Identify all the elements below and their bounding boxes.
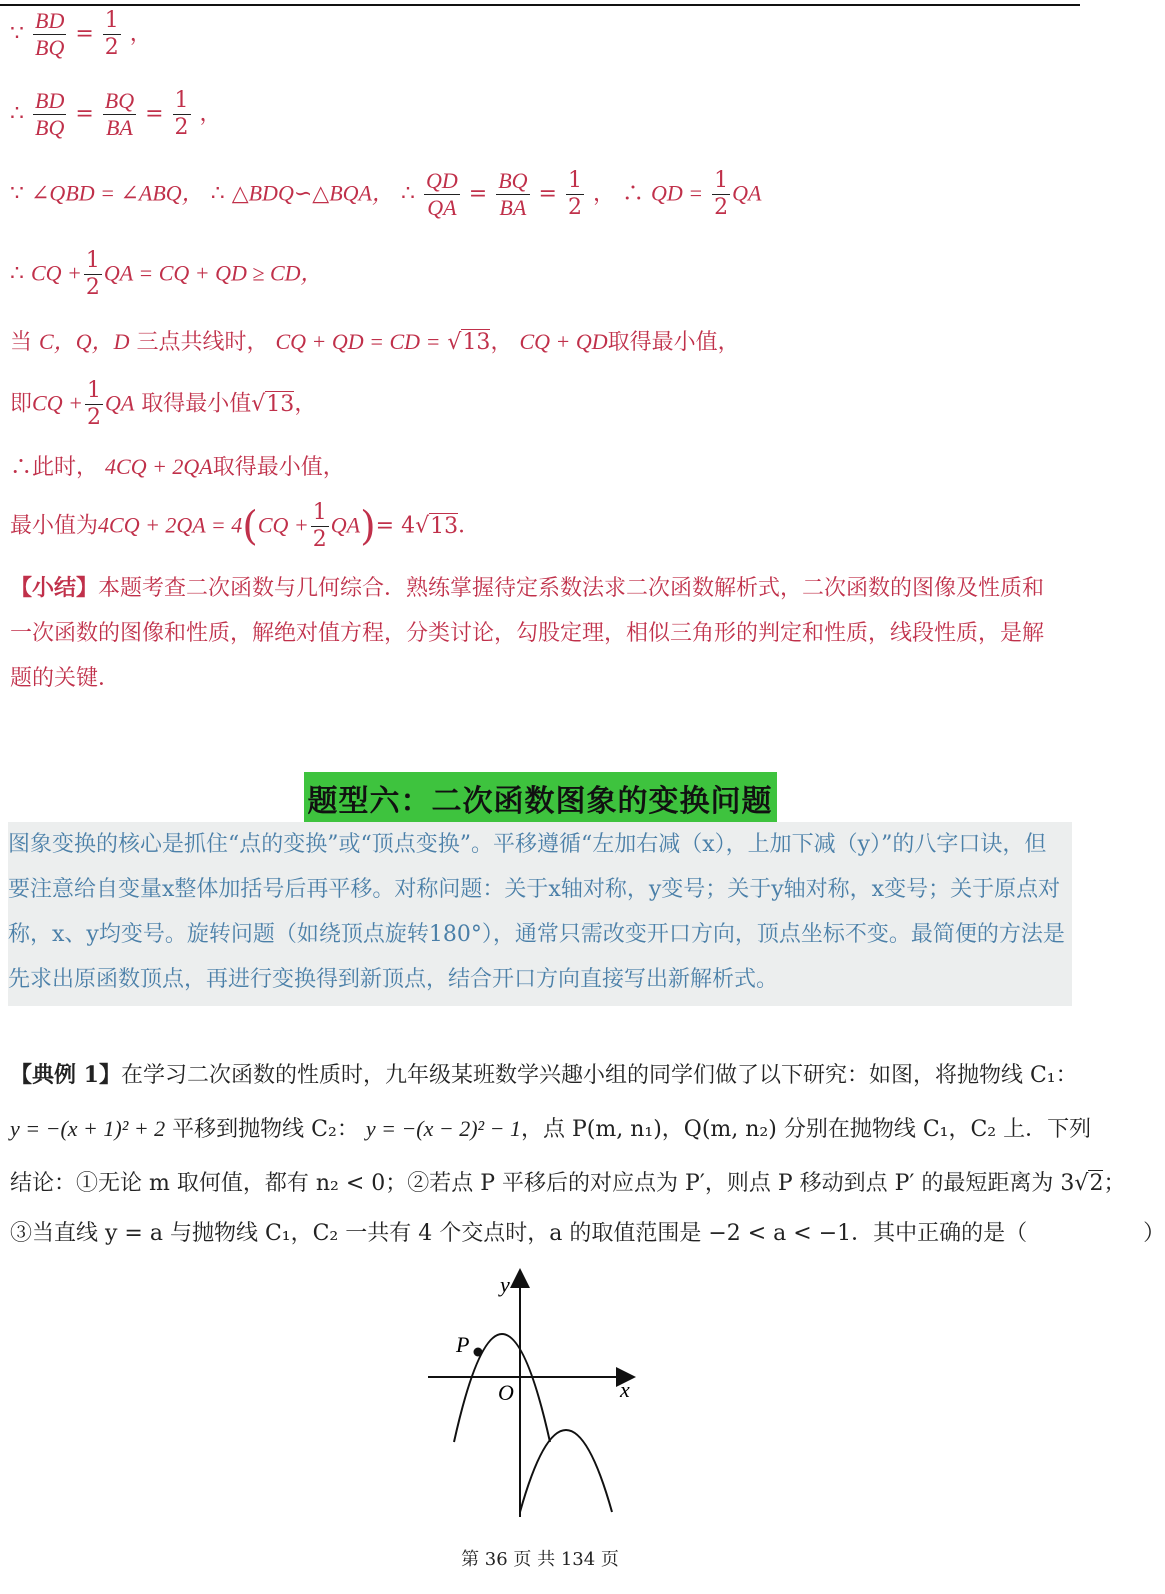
- tip-box: [8, 822, 1072, 1006]
- summary-paragraph: [10, 566, 1060, 701]
- solution-line-7: ∴此时， 4CQ + 2QA取得最小值，: [10, 454, 345, 480]
- section-title: 题型六：二次函数图象的变换问题: [304, 772, 777, 824]
- solution-line-2: ∴ $\frac{BD}{BQ}$ = $\frac{BQ}{BA}$ = $\frac{1}{2}$ ，: [10, 88, 222, 140]
- label-p: P: [456, 1332, 470, 1357]
- section-title-wrap: [0, 772, 1080, 824]
- example-line-4: ③当直线 y = a 与抛物线 C₁，C₂ 一共有 4 个交点时，a 的取值范围是 −2 < a < −1．其中正确的是（ ）: [10, 1221, 1165, 1246]
- example-line-1: 【典例 1】在学习二次函数的性质时，九年级某班数学兴趣小组的同学们做了以下研究：如图，将抛物线 C₁：: [10, 1062, 1078, 1088]
- tip-text: 图象变换的核心是抓住“点的变换”或“顶点变换”。平移遵循“左加右减（x），上加下减（y）”的八字口诀，但要注意给自变量x整体加括号后再平移。对称问题：关于x轴对称，y变号；关于y轴对称，x变号；关于原点对称，x、y均变号。旋转问题（如绕顶点旋转180°），通常只需改变开口方向，顶点坐标不变。最简便的方法是先求出原函数顶点，再进行变换得到新顶点，结合开口方向直接写出新解析式。: [8, 832, 1065, 992]
- example-tag: 【典例 1】: [10, 1062, 121, 1088]
- example-line-2: y = −(x + 1)² + 2 平移到抛物线 C₂： y = −(x − 2)² − 1，点 P(m, n₁)，Q(m, n₂) 分别在抛物线 C₁，C₂ 上．下列: [10, 1116, 1092, 1142]
- parabola-c2: [520, 1430, 612, 1512]
- point-p: [474, 1348, 483, 1357]
- solution-line-4: ∴ CQ + $\frac{1}{2}$ QA = CQ + QD ≥ CD，: [10, 248, 323, 300]
- summary-body: 本题考查二次函数与几何综合．熟练掌握待定系数法求二次函数解析式，二次函数的图像及性质和一次函数的图像和性质，解绝对值方程，分类讨论，勾股定理，相似三角形的判定和性质，线段性质，是解题的关键．: [10, 576, 1045, 691]
- top-rule: [0, 4, 1080, 6]
- label-y: y: [500, 1272, 510, 1297]
- parabola-figure: [420, 1262, 650, 1522]
- solution-line-6: 即CQ + $\frac{1}{2}$ QA 取得最小值√13，: [10, 378, 317, 430]
- page-footer: 第 36 页 共 134 页: [461, 1549, 619, 1570]
- solution-line-5: 当 C，Q，D 三点共线时， CQ + QD = CD = √13， CQ + QD取得最小值，: [10, 329, 740, 355]
- example-line-3: 结论：①无论 m 取何值，都有 n₂ < 0；②若点 P 平移后的对应点为 P′，则点 P 移动到点 P′ 的最短距离为 3√2；: [10, 1171, 1126, 1196]
- summary-tag: 【小结】: [10, 575, 99, 601]
- solution-line-8: 最小值为4CQ + 2QA = 4(CQ + $\frac{1}{2}$ QA)= 4√13．: [10, 500, 481, 552]
- solution-line-3: ∵ ∠QBD = ∠ABQ， ∴ △BDQ∽△BQA， ∴ $\frac{QD}{QA}$ = $\frac{BQ}{BA}$ = $\frac{1}{2}$ ， ∴ QD = $\frac{1}{2}$ QA: [10, 168, 762, 220]
- label-x: x: [620, 1377, 630, 1402]
- solution-line-1: ∵ $\frac{BD}{BQ}$ = $\frac{1}{2}$ ，: [10, 8, 152, 60]
- label-origin: O: [498, 1380, 514, 1405]
